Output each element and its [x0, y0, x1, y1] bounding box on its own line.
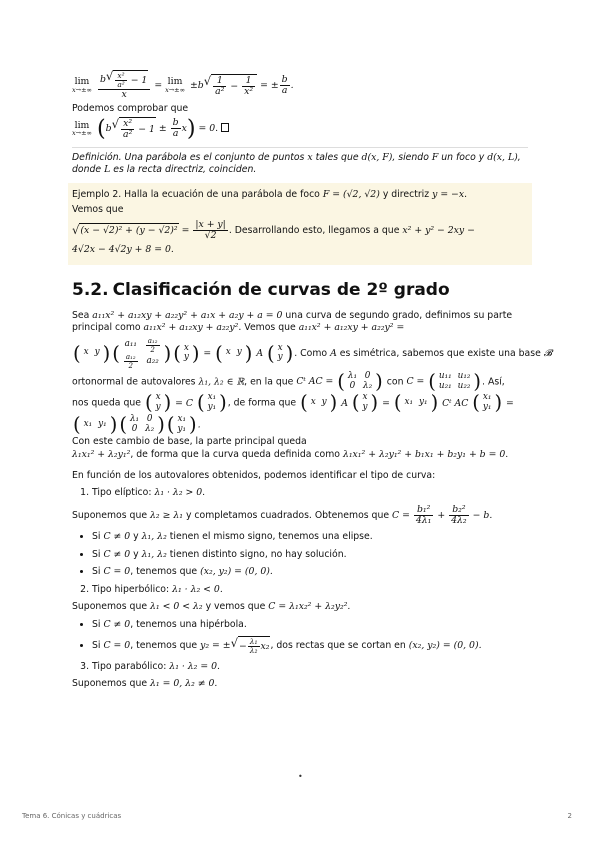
- parabolic-suppose: Suponemos que λ₁ = 0, λ₂ ≠ 0.: [72, 678, 218, 690]
- list-item: • Si C ≠ 0 y λ₁, λ₂ tienen distinto signo, no hay solución.: [92, 549, 528, 562]
- paragraph-1: Sea a₁₁x² + a₁₂xy + a₂₂y² + a₁x + a₂y + a = 0 una curva de segundo grado, definimos su parte principal como a₁₁x² + a₁₂xy + a₂₂y². Vemos que a₁₁x² + a₁₂xy + a₂₂y² =: [72, 309, 513, 334]
- hyperbolic-suppose: Suponemos que λ₁ < 0 < λ₂ y vemos que C = λ₁x₂² + λ₂y₂².: [72, 601, 351, 613]
- vemos-label: Vemos que: [72, 204, 124, 216]
- qed-square-icon: [221, 123, 229, 132]
- page-number: 2: [567, 812, 572, 820]
- limit-equation: lim x→±∞ b√ $\frac{\text{x²}}{\text{a²}}$ − 1 x = lim x→±∞ ±b√ $\frac{1}{\text{a²}}$ − $\frac{1}{\text{x²}}$ = ± $\frac{b}{a}$ .: [72, 69, 294, 101]
- footer-title: Tema 6. Cónicas y cuádricas: [22, 812, 122, 820]
- list-item: • Si C = 0, tenemos que (x₂, y₂) = (0, 0).: [92, 566, 528, 579]
- list-item: • Si C ≠ 0 y λ₁, λ₂ tienen el mismo signo, tenemos una elipse.: [92, 531, 528, 544]
- paragraph-4: Con este cambio de base, la parte principal queda λ₁x₁² + λ₂y₁², de forma que la curva queda definida como λ₁x₁² + λ₂y₁² + b₁x₁ + b₂y₁ + b = 0.: [72, 436, 509, 460]
- parabola-definition: Definición. Una parábola es el conjunto de puntos x tales que d(x, F), siendo F un foco y d(x, L), donde L es la recta directriz, coinciden.: [72, 147, 528, 177]
- diagonal-form-line: ( x₁ y₁ ) ( λ₁ 0 0 λ₂ ) ( x₁ y₁ ) .: [73, 412, 201, 436]
- type-list-2: [72, 584, 528, 597]
- type-list-3: [72, 661, 528, 674]
- section-heading: 5.2. Clasificación de curvas de 2º grado: [72, 279, 450, 300]
- list-item: • Si C ≠ 0, tenemos una hipérbola.: [92, 619, 528, 632]
- type-list-1: [72, 487, 528, 500]
- paragraph-3: nos queda que ( x y ) = C ( x₁ y₁ ) , de forma que ( x y ) A ( x y ) = ( x₁ y₁ ) Cᵗ AC ( x₁ y₁ ) =: [72, 391, 514, 415]
- type-elliptic: 1. Tipo elíptico: λ₁ · λ₂ > 0.: [92, 487, 528, 500]
- page-dot: •: [298, 772, 303, 781]
- type-parabolic: 3. Tipo parabólico: λ₁ · λ₂ = 0.: [92, 661, 528, 674]
- elliptic-cases: [72, 531, 528, 579]
- list-item: • Si C = 0, tenemos que y₂ = ±√− $\frac{\text{λ₁}}{\text{λ₂}}$ x₂, dos rectas que se cortan en (x₂, y₂) = (0, 0).: [92, 636, 528, 655]
- example-2-box: Ejemplo 2. Halla la ecuación de una parábola de foco F = (√2, √2) y directriz y = −x. Vemos que √(x − √2)² + (y − √2)² = $\frac{|x + y|}{√2}$ . Desarrollando esto, llegamos a que x² + y² − 2xy − 4√2x − 4√2y + 8 = 0.: [68, 183, 532, 265]
- elliptic-suppose: Suponemos que λ₂ ≥ λ₁ y completamos cuadrados. Obtenemos que C = $\frac{\text{b₁²}}{\text{4λ₁}}$ + $\frac{\text{b₂²}}{\text{4λ₂}}$ − b.: [72, 503, 493, 526]
- podemos-label: Podemos comprobar que: [72, 102, 189, 114]
- page-content: [72, 69, 552, 693]
- limit-check-equation: lim x→±∞ (b√ $\frac{\text{x²}}{\text{a²}}$ − 1 ± $\frac{b}{a}$ x) = 0.: [72, 117, 528, 140]
- hyperbolic-cases: [72, 619, 528, 656]
- paragraph-5: En función de los autovalores obtenidos, podemos identificar el tipo de curva:: [72, 469, 436, 481]
- matrix-form-line: ( x y ) ( a₁₁ $\frac{\text{a₁₂}}{2}$ $\frac{\text{a₁₂}}{2}$ a₂₂ ) ( x y ) = ( x y ) A ( x y ) . Como A es simétrica, sabemos que existe una base 𝓑: [73, 335, 552, 371]
- paragraph-2: ortonormal de autovalores λ₁, λ₂ ∈ ℝ, en la que Cᵗ AC = ( λ₁ 0 0 λ₂ ) con C = ( u₁₁ u₁₂ u₂₁ u₂₂ ) . Así,: [72, 369, 505, 393]
- type-hyperbolic: 2. Tipo hiperbólico: λ₁ · λ₂ < 0.: [92, 584, 528, 597]
